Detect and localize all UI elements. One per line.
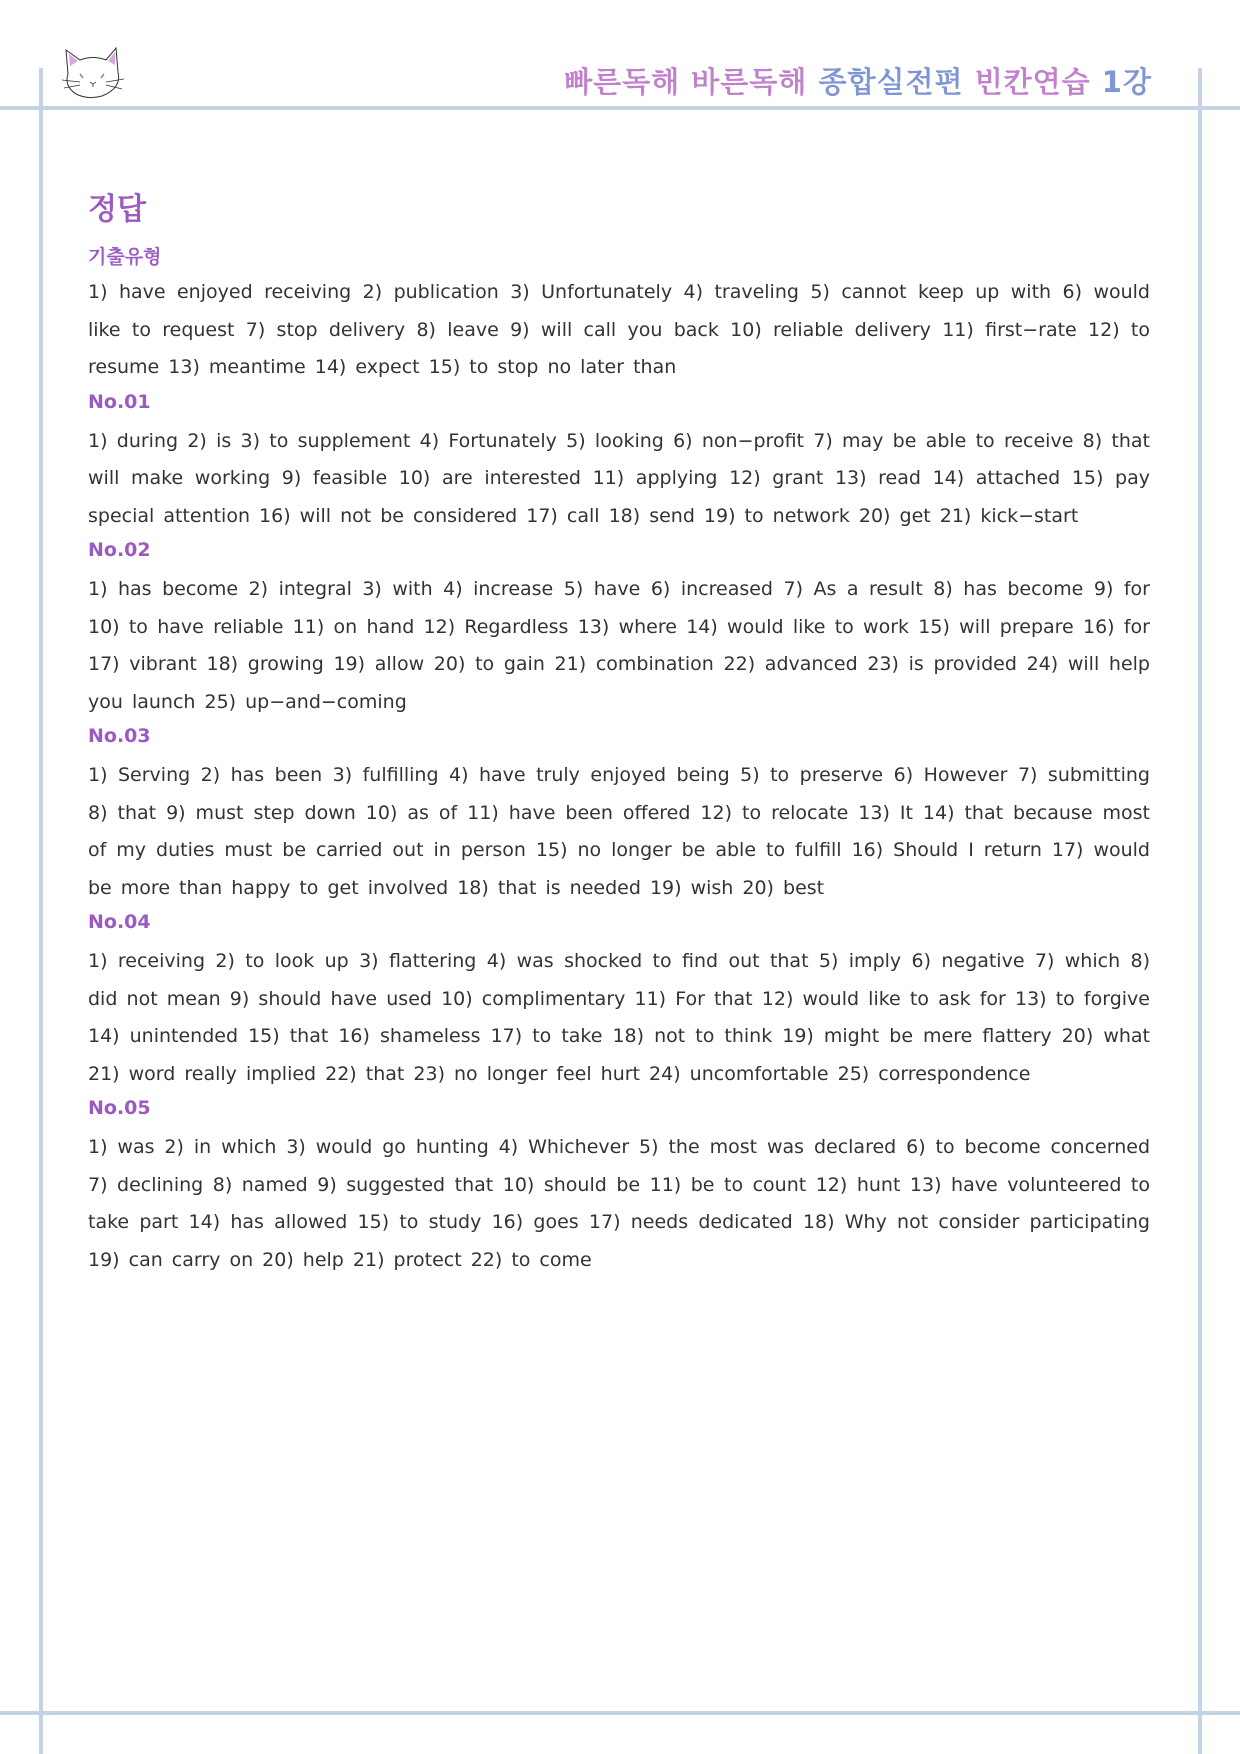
section-label: No.02	[88, 539, 151, 561]
title-part: 1강	[1101, 65, 1152, 99]
section-label: No.03	[88, 725, 151, 747]
answer-content	[88, 184, 1150, 1281]
section-answers: 1) was 2) in which 3) would go hunting 4) Whichever 5) the most was declared 6) to become concerned 7) declining 8) named 9) suggested that 10) should be 11) be to count 12) hunt 13) have volunteered to take part 14) has allowed 15) to study 16) goes 17) needs dedicated 18) Why not consider participating 19) can carry on 20) help 21) protect 22) to come	[88, 1136, 1150, 1271]
section-answers: 1) receiving 2) to look up 3) flattering 4) was shocked to find out that 5) imply 6) negative 7) which 8) did not mean 9) should have used 10) complimentary 11) For that 12) would like to ask for 13) to forgive 14) unintended 15) that 16) shameless 17) to take 18) not to think 19) might be mere flattery 20) what 21) word really implied 22) that 23) no longer feel hurt 24) uncomfortable 25) correspondence	[88, 950, 1150, 1085]
title-part: 종합실전편	[818, 65, 964, 99]
right-border	[1198, 68, 1202, 1754]
document-title	[564, 60, 1152, 101]
title-part: 빈칸연습	[974, 65, 1091, 99]
section-label: No.01	[88, 390, 151, 413]
section-label: No.05	[88, 1097, 151, 1119]
title-part: 빠른독해 바른독해	[564, 65, 808, 99]
section-answers: 1) during 2) is 3) to supplement 4) Fortunately 5) looking 6) non−profit 7) may be able to receive 8) that will make working 9) feasible 10) are interested 11) applying 12) grant 13) read 14) attached 15) pay special attention 16) will not be considered 17) call 18) send 19) to network 20) get 21) kick−start	[88, 429, 1150, 527]
left-border	[39, 68, 43, 1754]
section-answers: 1) Serving 2) has been 3) fulfilling 4) have truly enjoyed being 5) to preserve 6) However 7) submitting 8) that 9) must step down 10) as of 11) have been offered 12) to relocate 13) It 14) that because most of my duties must be carried out in person 15) no longer be able to fulfill 16) Should I return 17) would be more than happy to get involved 18) that is needed 19) wish 20) best	[88, 764, 1150, 899]
answer-heading: 정답	[88, 192, 146, 227]
header-divider	[0, 106, 1240, 110]
section-label: 기출유형	[88, 246, 162, 268]
section-answers: 1) have enjoyed receiving 2) publication 3) Unfortunately 4) traveling 5) cannot keep up with 6) would like to request 7) stop delivery 8) leave 9) will call you back 10) reliable delivery 11) first−rate 12) to resume 13) meantime 14) expect 15) to stop no later than	[88, 281, 1150, 378]
section-answers: 1) has become 2) integral 3) with 4) increase 5) have 6) increased 7) As a result 8) has become 9) for 10) to have reliable 11) on hand 12) Regardless 13) where 14) would like to work 15) will prepare 16) for 17) vibrant 18) growing 19) allow 20) to gain 21) combination 22) advanced 23) is provided 24) will help you launch 25) up−and−coming	[88, 578, 1150, 713]
footer-divider	[0, 1711, 1240, 1715]
section-label: No.04	[88, 911, 151, 933]
cat-icon	[60, 44, 126, 102]
